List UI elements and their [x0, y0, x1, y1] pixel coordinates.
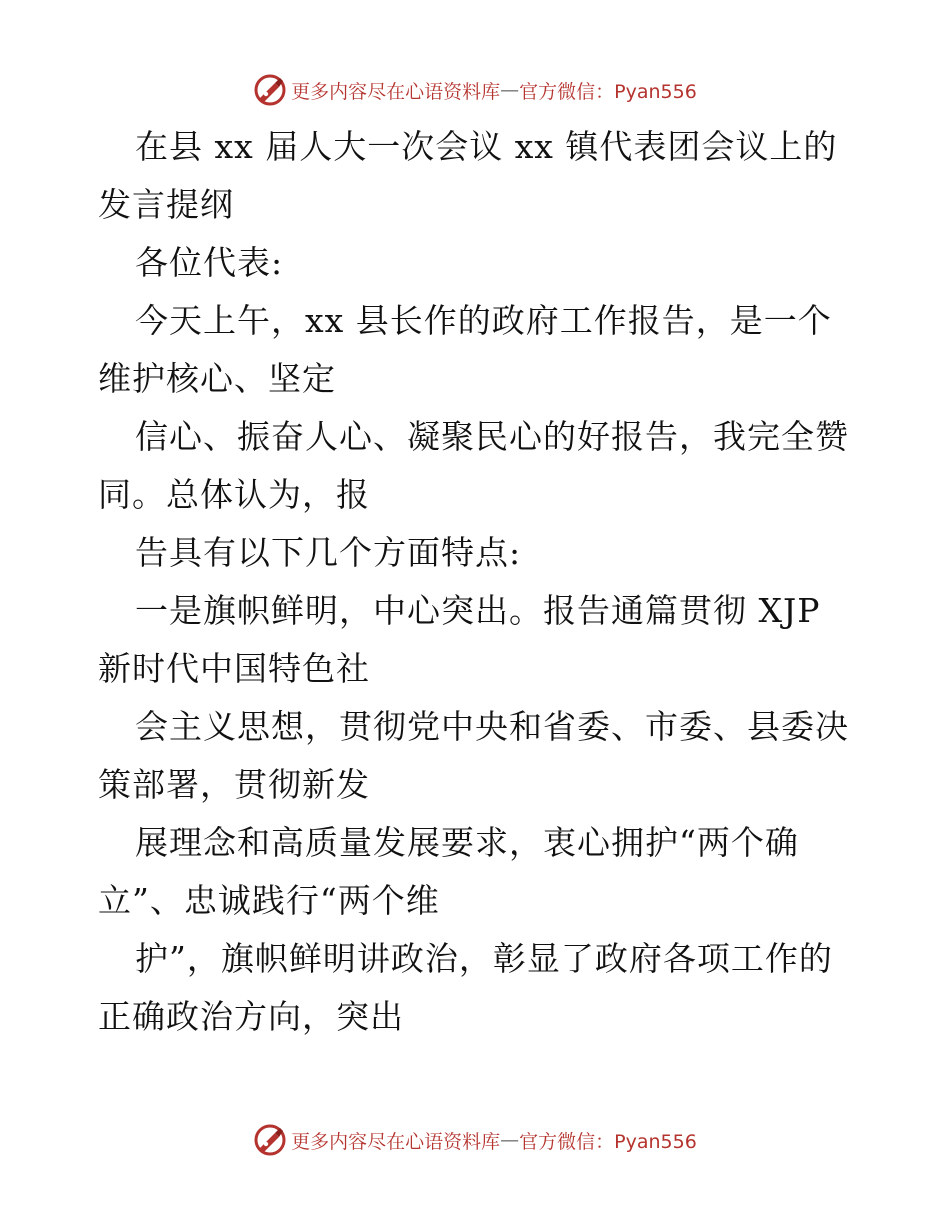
text-line: 一是旗帜鲜明，中心突出。报告通篇贯彻 XJP: [135, 591, 821, 630]
pen-logo-icon: [253, 1123, 287, 1157]
banner-separator: —: [500, 1129, 520, 1151]
text-line: 今天上午，xx 县长作的政府工作报告，是一个: [135, 301, 832, 340]
text-line: 信心、振奋人心、凝聚民心的好报告，我完全赞: [135, 417, 849, 456]
text-line: 同。总体认为，报: [98, 475, 370, 514]
text-line: 策部署，贯彻新发: [98, 765, 370, 804]
banner-separator: —: [500, 79, 520, 101]
banner-wechat: 官方微信：Pyan556: [519, 80, 697, 103]
title-line-2: 发言提纲: [98, 185, 234, 224]
text-line: 展理念和高质量发展要求，衷心拥护“两个确: [135, 823, 799, 862]
text-line: 新时代中国特色社: [98, 649, 370, 688]
pen-logo-icon: [253, 73, 287, 107]
document-body: [98, 118, 858, 1046]
banner-text: 更多内容尽在心语资料库: [291, 1130, 501, 1153]
salutation: 各位代表:: [135, 243, 284, 282]
title-line-1: 在县 xx 届人大一次会议 xx 镇代表团会议上的: [135, 127, 838, 166]
text-line: 告具有以下几个方面特点:: [135, 533, 522, 572]
banner-wechat: 官方微信：Pyan556: [519, 1130, 697, 1153]
footer-watermark-banner: [0, 1120, 950, 1160]
text-line: 护”，旗帜鲜明讲政治，彰显了政府各项工作的: [135, 939, 833, 978]
header-watermark-banner: [0, 70, 950, 110]
text-line: 正确政治方向，突出: [98, 997, 404, 1036]
banner-text: 更多内容尽在心语资料库: [291, 80, 501, 103]
text-line: 立”、忠诚践行“两个维: [98, 881, 440, 920]
text-line: 会主义思想，贯彻党中央和省委、市委、县委决: [135, 707, 849, 746]
text-line: 维护核心、坚定: [98, 359, 336, 398]
